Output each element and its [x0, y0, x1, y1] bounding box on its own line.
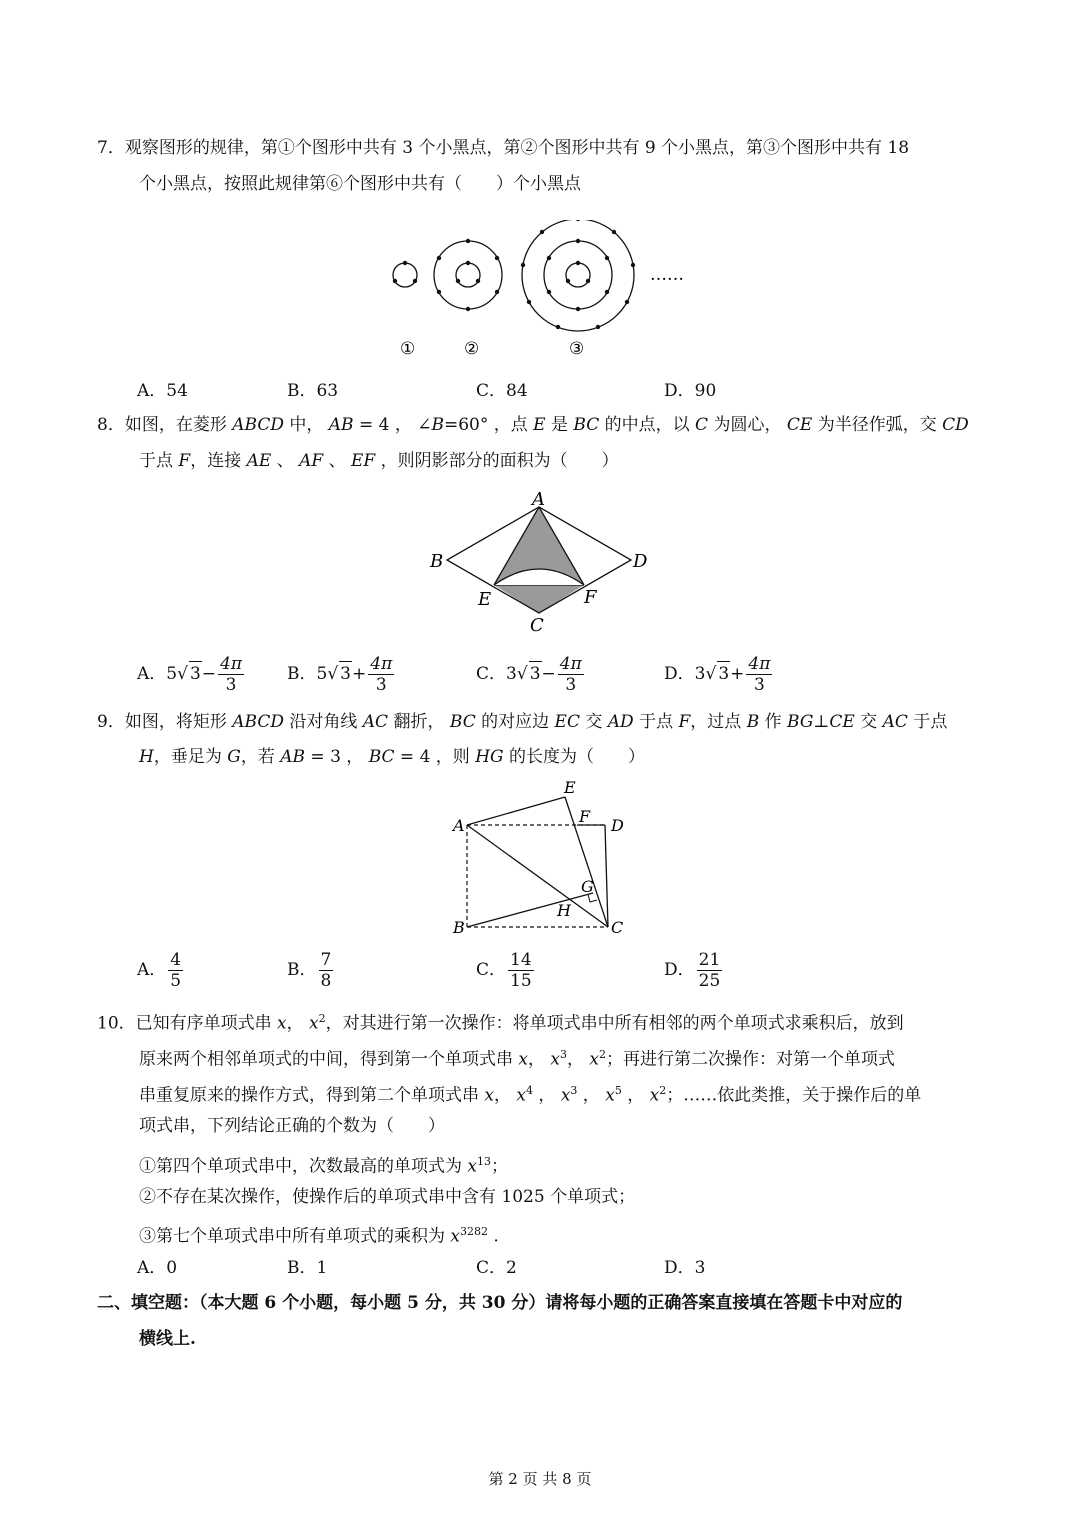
q7-option-a[interactable]: A．54 — [137, 381, 188, 401]
q8-option-b[interactable]: B．5√ 3+ $\frac{4\pi}{3}$ — [287, 654, 393, 695]
q9-line-1: 9．如图，将矩形 ABCD 沿对角线 AC 翻折， BC 的对应边 EC 交 AD 于点 F，过点 B 作 BG⊥CE 交 AC 于点 — [97, 712, 948, 732]
q8-label-d: D — [633, 551, 648, 572]
q8-line-1: 8．如图，在菱形 ABCD 中， AB = 4 ， ∠B=60° ，点 E 是 BC 的中点，以 C 为圆心， CE 为半径作弧，交 CD — [97, 415, 969, 435]
q7-line-2: 个小黑点，按照此规律第⑥个图形中共有（ ）个小黑点 — [139, 174, 581, 194]
q7-fig-label-2: ② — [464, 339, 480, 359]
q7-fig-label-1: ① — [400, 339, 416, 359]
q10-line-4: 项式串，下列结论正确的个数为（ ） — [139, 1116, 445, 1136]
q9-label-b: B — [453, 918, 465, 937]
q10-option-a[interactable]: A．0 — [137, 1258, 178, 1278]
q7-ellipsis: …… — [650, 265, 684, 285]
q7-figure-1 — [393, 263, 417, 287]
q10-statement-2: ②不存在某次操作，使操作后的单项式串中含有 1025 个单项式； — [139, 1187, 636, 1207]
q10-line-3: 串重复原来的操作方式，得到第二个单项式串 x， $x^4$ ， $x^3$ ， $x^5$ ， $x^2$；……依此类推，关于操作后的单 — [139, 1084, 922, 1106]
q7-option-c[interactable]: C．84 — [476, 381, 528, 401]
q8-option-a[interactable]: A．5√ 3− $\frac{4\pi}{3}$ — [137, 654, 243, 695]
q10-line-2: 原来两个相邻单项式的中间，得到第一个单项式串 x， $x^3$， $x^2$；再进行第二次操作：对第一个单项式 — [139, 1048, 895, 1070]
q9-option-a[interactable]: A． $\frac{4}{5}$ — [137, 950, 182, 991]
q9-line-2: H，垂足为 G，若 AB = 3 ， BC = 4 ，则 HG 的长度为（ ） — [139, 747, 646, 767]
q7-option-b[interactable]: B．63 — [287, 381, 339, 401]
q7-figure-2 — [434, 241, 502, 309]
q7-fig-label-3: ③ — [569, 339, 585, 359]
q7-figure-3 — [522, 220, 634, 331]
q7-figure — [380, 220, 710, 365]
q8-shaded-triangle — [494, 585, 584, 613]
q8-option-d[interactable]: D．3√ 3+ $\frac{4\pi}{3}$ — [664, 654, 771, 695]
q9-option-b[interactable]: B． $\frac{7}{8}$ — [287, 950, 332, 991]
q8-line-2: 于点 F，连接 AE 、 AF 、 EF ，则阴影部分的面积为（ ） — [139, 451, 619, 471]
q9-label-d: D — [611, 816, 624, 835]
q9-label-f: F — [579, 807, 591, 826]
q8-label-e: E — [478, 589, 492, 610]
q8-label-f: F — [584, 587, 597, 608]
q8-option-c[interactable]: C．3√ 3− $\frac{4\pi}{3}$ — [476, 654, 582, 695]
section-2-heading-line-2: 横线上. — [139, 1329, 196, 1349]
q10-option-b[interactable]: B．1 — [287, 1258, 328, 1278]
q9-label-e: E — [564, 778, 576, 797]
page-footer: 第 2 页 共 8 页 — [488, 1470, 592, 1488]
q10-statement-3: ③第七个单项式串中所有单项式的乘积为 $x^{3282}$ . — [139, 1225, 499, 1247]
q9-label-c: C — [611, 918, 624, 937]
q8-label-a: A — [532, 489, 545, 510]
section-2-heading-line-1: 二、填空题：（本大题 6 个小题，每小题 5 分，共 30 分）请将每小题的正确答案直接填在答题卡中对应的 — [97, 1293, 903, 1313]
q10-line-1: 10．已知有序单项式串 x， $x^2$，对其进行第一次操作：将单项式串中所有相邻的两个单项式求乘积后，放到 — [97, 1012, 904, 1034]
q9-figure-rectangle — [445, 775, 645, 940]
q8-label-c: C — [530, 615, 544, 636]
q10-option-c[interactable]: C．2 — [476, 1258, 517, 1278]
q8-figure-rhombus — [420, 485, 660, 640]
q7-line-1: 7．观察图形的规律，第①个图形中共有 3 个小黑点，第②个图形中共有 9 个小黑点，第③个图形中共有 18 — [97, 138, 910, 158]
q9-label-g: G — [581, 877, 594, 896]
q9-option-d[interactable]: D． $\frac{21}{25}$ — [664, 950, 721, 991]
q10-statement-1: ①第四个单项式串中，次数最高的单项式为 $x^{13}$； — [139, 1155, 508, 1177]
q10-option-d[interactable]: D．3 — [664, 1258, 706, 1278]
q9-option-c[interactable]: C． $\frac{14}{15}$ — [476, 950, 532, 991]
q8-label-b: B — [430, 551, 444, 572]
q9-label-h: H — [557, 901, 571, 920]
q9-label-a: A — [453, 816, 465, 835]
q7-option-d[interactable]: D．90 — [664, 381, 717, 401]
